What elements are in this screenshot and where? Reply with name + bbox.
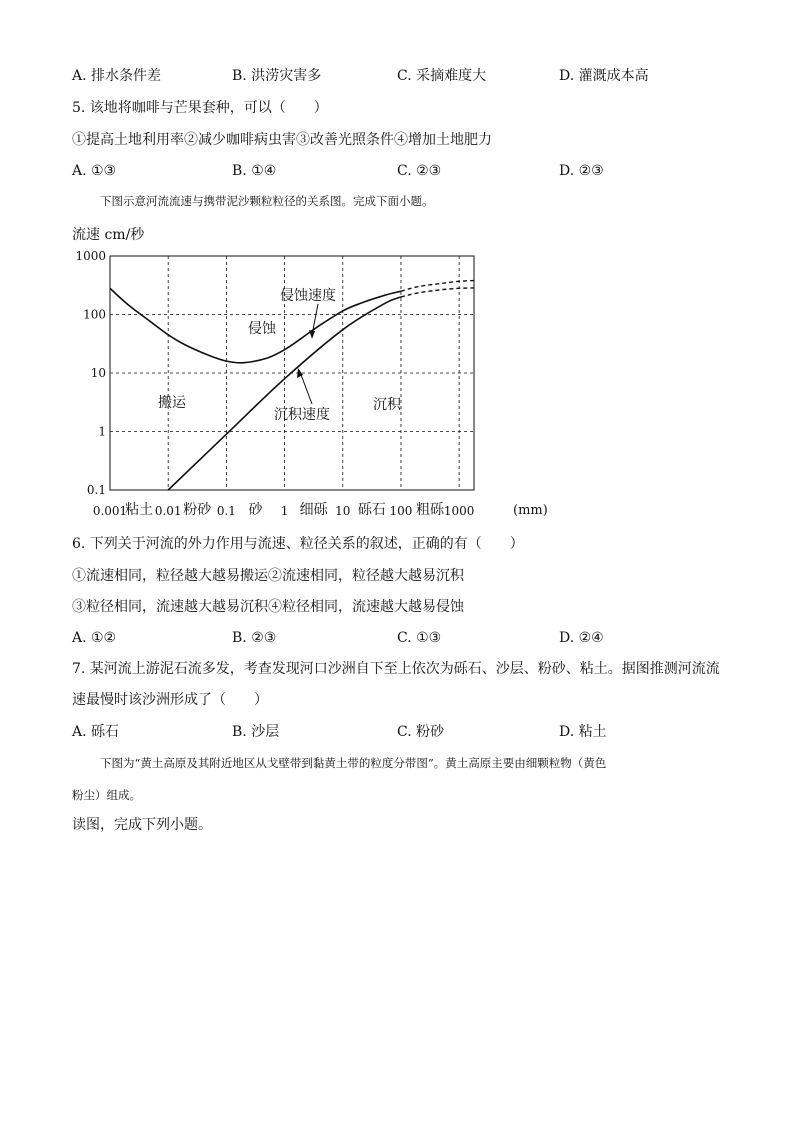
y-tick-0: 1000	[75, 249, 106, 263]
region-label-deposition: 沉积	[373, 397, 401, 413]
region-label-transport: 搬运	[158, 395, 186, 411]
y-tick-3: 1	[98, 424, 106, 439]
size-class-1: 粉砂	[183, 502, 212, 518]
erosion-arrow-line	[312, 304, 318, 335]
y-tick-2: 10	[90, 366, 106, 380]
next-intro-line2: 粉尘）组成。	[72, 788, 141, 802]
q6-option-d: D. ②④	[559, 630, 604, 646]
q6-option-b: B. ②③	[232, 630, 277, 646]
x-tick-1: 0.01	[154, 504, 182, 518]
size-class-3: 细砾	[299, 502, 328, 518]
q7-stem-2: 速最慢时该沙洲形成了（ ）	[72, 692, 268, 708]
q4-options	[72, 66, 712, 86]
chart-xlabel: (mm)	[513, 503, 548, 518]
q7-options	[72, 722, 712, 742]
q7-option-b: B. 沙层	[232, 724, 280, 740]
size-class-0: 粘土	[125, 502, 154, 518]
q5-items: ①提高土地利用率②减少咖啡病虫害③改善光照条件④增加土地肥力	[72, 132, 492, 148]
q5-option-a: A. ①③	[72, 163, 117, 179]
size-class-2: 砂	[248, 502, 263, 518]
x-tick-6: 1000	[443, 504, 475, 518]
y-tick-1: 100	[83, 307, 106, 322]
q5-option-d: D. ②③	[559, 163, 604, 179]
x-tick-4: 10	[335, 504, 351, 518]
y-tick-labels	[75, 249, 106, 497]
x-tick-3: 1	[280, 504, 289, 518]
erosion-arrow-head	[309, 330, 315, 339]
q4-option-b: B. 洪涝灾害多	[232, 68, 322, 84]
x-tick-5: 100	[389, 504, 413, 518]
size-class-4: 砾石	[357, 502, 386, 518]
next-intro-line3: 读图，完成下列小题。	[72, 817, 212, 833]
deposition-arrow-line	[300, 372, 312, 404]
size-class-5: 粗砾	[416, 502, 445, 518]
chart-ylabel: 流速 cm/秒	[72, 227, 145, 243]
q6-stem: 6. 下列关于河流的外力作用与流速、粒径关系的叙述，正确的有（ ）	[72, 536, 524, 552]
q4-option-d: D. 灌溉成本高	[559, 68, 649, 84]
q7-option-c: C. 粉砂	[397, 724, 445, 740]
chart-intro: 下图示意河流流速与携带泥沙颗粒粒径的关系图。完成下面小题。	[100, 194, 434, 208]
q6-options	[72, 628, 712, 648]
q7-option-a: A. 砾石	[72, 724, 120, 740]
deposition-velocity-dashed	[401, 288, 474, 297]
q6-line2: ③粒径相同，流速越大越易沉积④粒径相同，流速越大越易侵蚀	[72, 599, 464, 615]
q4-option-a: A. 排水条件差	[72, 68, 162, 84]
y-tick-4: 0.1	[86, 483, 106, 497]
q5-stem: 5. 该地将咖啡与芒果套种，可以（ ）	[72, 100, 328, 116]
x-tick-0: 0.001	[92, 504, 128, 518]
velocity-grainsize-chart	[60, 222, 560, 522]
next-intro-line1: 下图为“黄土高原及其附近地区从戈壁带到黏黄土带的粒度分带图”。黄土高原主要由细颗粒物（黄色	[100, 756, 607, 770]
region-label-erosion: 侵蚀	[248, 321, 276, 337]
x-tick-2: 0.1	[216, 504, 236, 518]
q6-option-a: A. ①②	[72, 630, 117, 646]
q4-option-c: C. 采摘难度大	[397, 68, 487, 84]
q6-option-c: C. ①③	[397, 630, 442, 646]
q7-stem-1: 7. 某河流上游泥石流多发，考查发现河口沙洲自下至上依次为砾石、沙层、粉砂、粘土。据图推测河流流	[72, 661, 720, 677]
q6-line1: ①流速相同，粒径越大越易搬运②流速相同，粒径越大越易沉积	[72, 568, 464, 584]
erosion-series-label: 侵蚀速度	[280, 288, 336, 304]
q5-option-b: B. ①④	[232, 163, 277, 179]
q7-option-d: D. 粘土	[559, 724, 607, 740]
q5-option-c: C. ②③	[397, 163, 442, 179]
deposition-series-label: 沉积速度	[274, 407, 330, 423]
q5-options	[72, 161, 712, 181]
